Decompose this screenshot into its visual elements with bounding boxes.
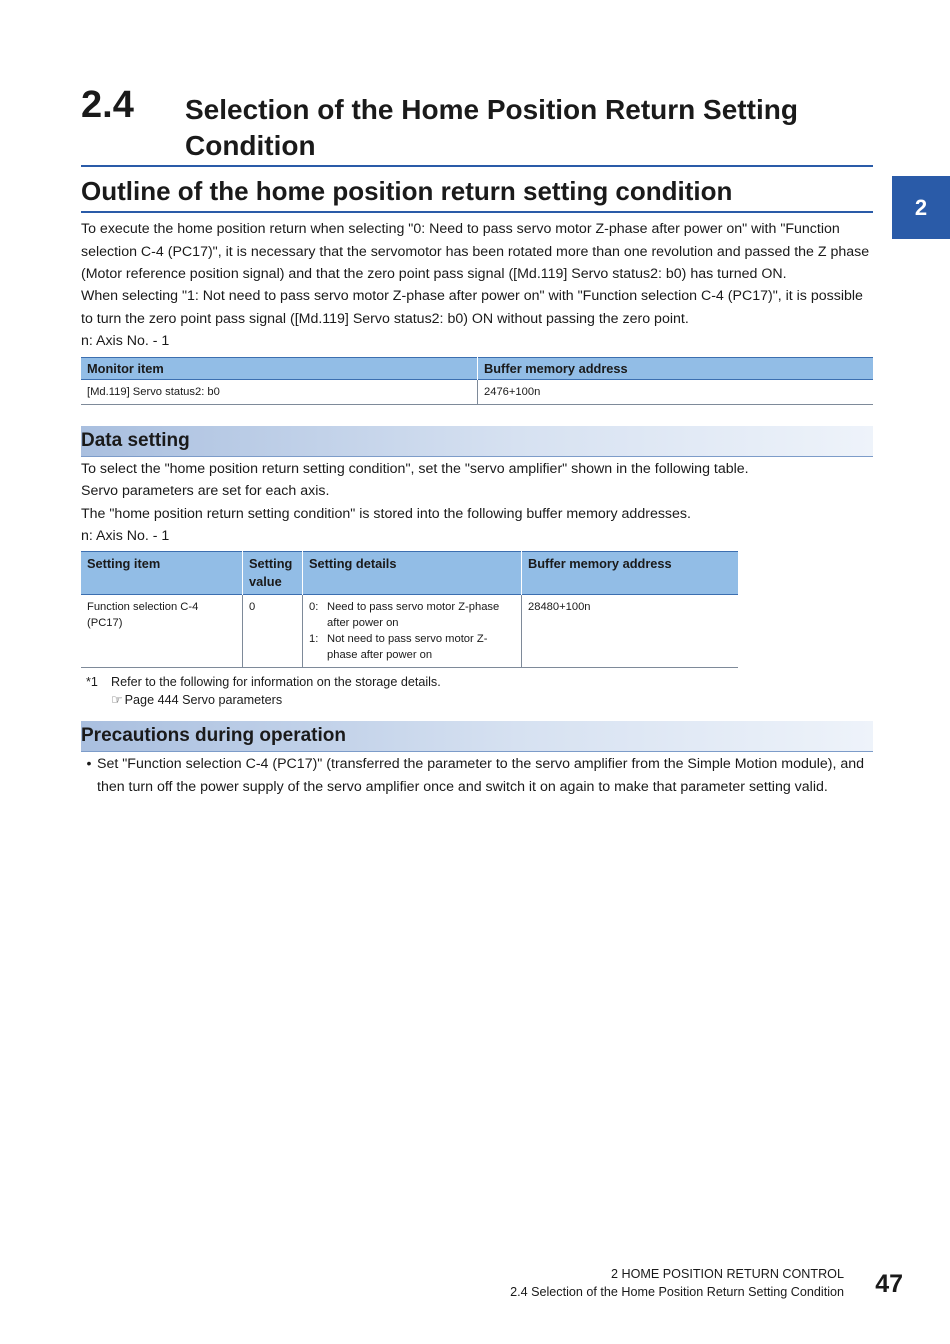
data-setting-line-2: Servo parameters are set for each axis.	[81, 483, 330, 499]
detail-option-0	[309, 599, 515, 631]
footnote-text: Refer to the following for information on the storage details.	[111, 675, 441, 689]
setting-cell-address: 28480+100n	[522, 595, 739, 668]
footnote-mark: *1	[86, 675, 98, 689]
precautions-band	[81, 721, 873, 752]
setting-cell-details	[303, 595, 522, 668]
outline-paragraph-2: When selecting "1: Not need to pass servo motor Z-phase after power on" with "Function selection C-4 (PC17)", it is possible to turn the zero point pass signal ([Md.119] Servo status2: b0) ON without passing the zero point.	[81, 288, 863, 327]
footer-chapter: 2 HOME POSITION RETURN CONTROL	[610, 1267, 844, 1281]
outline-heading: Outline of the home position return setting condition	[81, 176, 733, 206]
monitor-header-item: Monitor item	[81, 358, 478, 380]
pointing-hand-icon: ☞	[111, 692, 123, 707]
detail-option-1	[309, 631, 515, 663]
page-number: 47	[875, 1270, 903, 1298]
setting-header-value: Setting value	[243, 552, 303, 595]
footnote	[86, 673, 441, 709]
monitor-table	[81, 357, 873, 405]
list-item	[81, 753, 876, 798]
data-setting-band	[81, 426, 873, 457]
footnote-reference-link[interactable]	[86, 691, 441, 709]
section-divider	[81, 165, 873, 167]
data-setting-line-3: The "home position return setting condition" is stored into the following buffer memory addresses.	[81, 506, 691, 522]
section-number: 2.4	[81, 84, 134, 126]
detail-option-number: 1:	[309, 633, 319, 645]
setting-header-details: Setting details	[303, 552, 522, 595]
detail-option-text: Need to pass servo motor Z-phase after power on	[327, 601, 500, 629]
table-row	[81, 595, 738, 668]
data-setting-line-1: To select the "home position return setting condition", set the "servo amplifier" shown in the following table.	[81, 461, 749, 477]
section-title: Selection of the Home Position Return Setting Condition	[185, 94, 798, 161]
detail-option-number: 0:	[309, 601, 319, 613]
footnote-reference-text: Page 444 Servo parameters	[124, 693, 283, 707]
precautions-heading: Precautions during operation	[81, 725, 346, 746]
outline-paragraph-1: To execute the home position return when selecting "0: Need to pass servo motor Z-phase after power on" with "Function selection C-4 (PC17)", it is necessary that the servomotor has been rotated more than one revolution and passed the Z phase (Motor reference position signal) and that the zero point pass signal ([Md.119] Servo status2: b0) has turned ON.	[81, 221, 870, 282]
setting-header-address: Buffer memory address	[522, 552, 739, 595]
setting-table	[81, 551, 738, 668]
setting-cell-value: 0	[243, 595, 303, 668]
chapter-tab[interactable]: 2	[892, 176, 950, 239]
precaution-text: Set "Function selection C-4 (PC17)" (transferred the parameter to the servo amplifier from the Simple Motion module), and then turn off the power supply of the servo amplifier once and switch it on again to make that parameter setting valid.	[97, 756, 865, 795]
data-setting-axis-note: n: Axis No. - 1	[81, 528, 170, 544]
monitor-header-address: Buffer memory address	[478, 358, 874, 380]
table-row	[81, 380, 873, 405]
footer-section: 2.4 Selection of the Home Position Return Setting Condition	[510, 1285, 844, 1299]
monitor-cell-address: 2476+100n	[478, 380, 874, 405]
monitor-cell-item: [Md.119] Servo status2: b0	[87, 386, 220, 398]
precautions-list	[81, 753, 876, 798]
setting-cell-item: Function selection C-4 (PC17)	[87, 601, 199, 629]
detail-option-text: Not need to pass servo motor Z-phase after power on	[327, 633, 488, 661]
outline-divider	[81, 211, 873, 213]
setting-header-item: Setting item	[81, 552, 243, 595]
data-setting-heading: Data setting	[81, 430, 190, 451]
outline-axis-note: n: Axis No. - 1	[81, 333, 170, 349]
bullet-icon: •	[86, 756, 92, 772]
